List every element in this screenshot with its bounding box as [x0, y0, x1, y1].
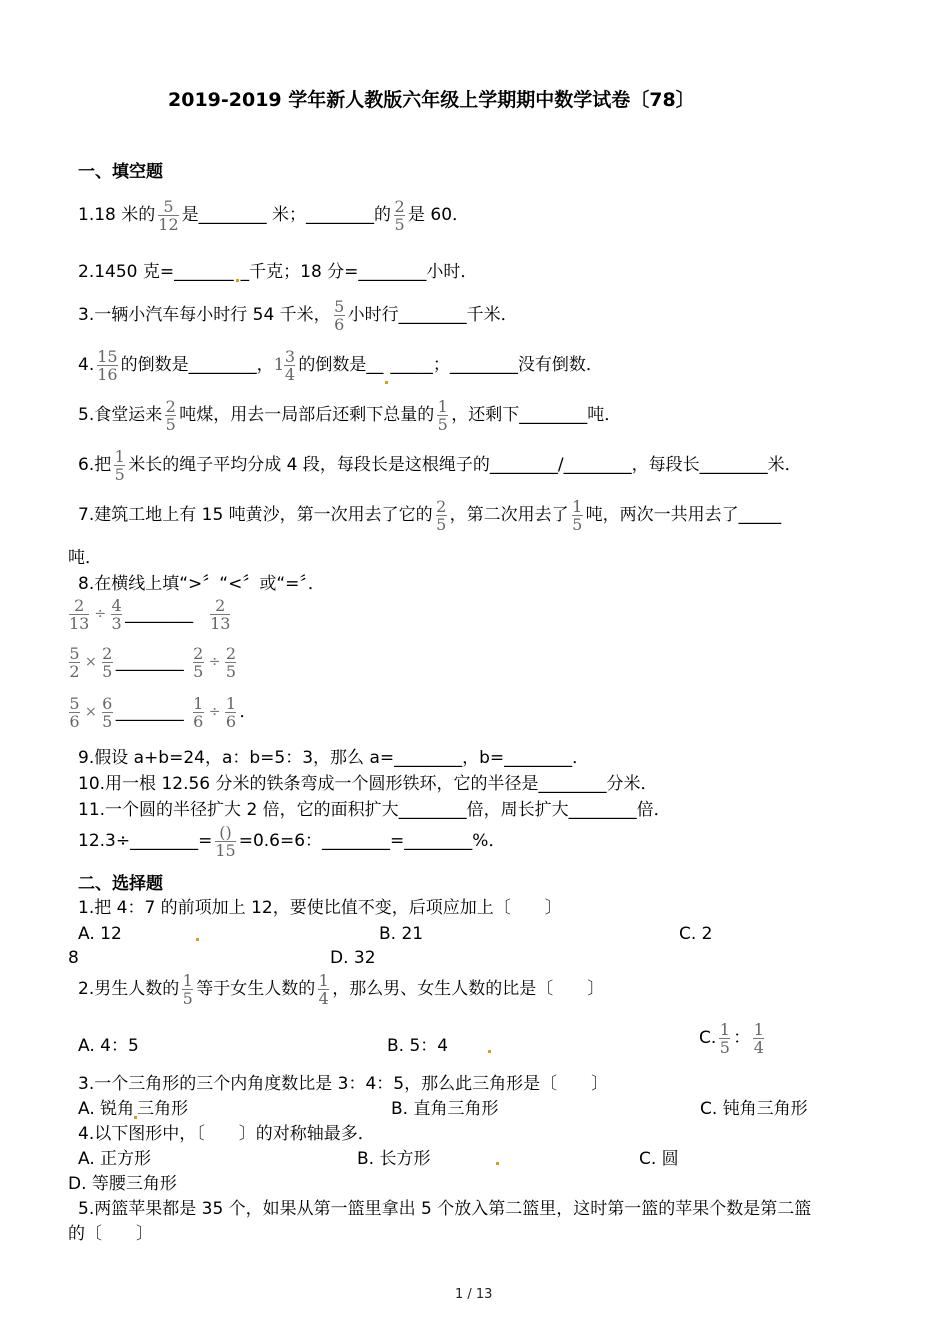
section-heading-fill: 一、填空题 [78, 162, 163, 182]
choice-4-option-a: A. 正方形 [78, 1149, 152, 1169]
divide-sign: ÷ [208, 654, 221, 670]
fill-question-5: 5.食堂运来 $\frac{2}{5}$ 吨煤，用去一局部后还剩下总量的 $\frac{1}{5}$ ，还剩下________吨． [78, 396, 622, 434]
fraction: $\frac{2}{13}$ [69, 595, 90, 633]
fraction: $\frac{15}{16}$ [97, 346, 118, 384]
fraction: $\frac{1}{5}$ [719, 1019, 730, 1057]
fraction: $\frac{2}{5}$ [165, 396, 176, 434]
section-heading-choice: 二、选择题 [78, 874, 163, 894]
fraction: $\frac{()}{15}$ [215, 822, 236, 860]
fraction: $\frac{2}{5}$ [394, 196, 405, 234]
choice-2-option-a: A. 4：5 [78, 1036, 139, 1056]
choice-3-option-a: A. 锐角 三角形 [78, 1099, 189, 1119]
compare-row-2 [66, 644, 239, 680]
choice-2-option-c: C. $\frac{1}{5}$ ： $\frac{1}{4}$ [699, 1019, 764, 1057]
mark-dot [236, 279, 239, 282]
fill-question-10: 10.用一根 12.56 分米的铁条弯成一个圆形铁环，它的半径是________分米． [78, 774, 658, 794]
fill-question-2: 2.1450 克=_______ _千克；18 分=________小时． [78, 262, 478, 282]
fraction: $\frac{5}{6}$ [334, 296, 345, 334]
choice-1-option-c: C. 2 [679, 924, 713, 944]
mark-dot [488, 1050, 491, 1053]
choice-3-option-b: B. 直角三角形 [391, 1099, 499, 1119]
page-title: 2019-2019 学年新人教版六年级上学期期中数学试卷〔78〕 [168, 89, 695, 111]
divide-sign: ÷ [94, 606, 107, 622]
choice-question-3: 3.一个三角形的三个内角度数比是 3：4：5，那么此三角形是〔 〕 [78, 1074, 609, 1094]
fraction: $\frac{1}{6}$ [193, 693, 204, 731]
fraction: $\frac{4}{3}$ [111, 595, 122, 633]
choice-2-option-b: B. 5：4 [387, 1036, 449, 1056]
fill-question-4: 4. $\frac{15}{16}$ 的倒数是________，1 $\frac{3}{4}$ 的倒数是__ _____；________没有倒数． [78, 346, 603, 384]
choice-question-1: 1.把 4：7 的前项加上 12，要使比值不变，后项应加上〔 〕 [78, 898, 562, 918]
choice-question-5: 5.两篮苹果都是 35 个，如果从第一篮里拿出 5 个放入第二篮里，这时第一篮的苹果个数是第二篮 [78, 1199, 812, 1219]
answer-blank: ________ [115, 702, 184, 722]
fill-question-11: 11.一个圆的半径扩大 2 倍，它的面积扩大________倍，周长扩大________倍． [78, 800, 671, 820]
choice-4-option-d: D. 等腰三角形 [68, 1174, 177, 1194]
choice-question-5-continued: 的〔 〕 [68, 1224, 153, 1244]
answer-blank: ________ [125, 604, 194, 624]
mark-dot [385, 381, 388, 384]
fraction: $\frac{5}{6}$ [69, 693, 80, 731]
choice-question-2: 2.男生人数的 $\frac{1}{5}$ 等于女生人数的 $\frac{1}{4}$ ，那么男、女生人数的比是〔 〕 [78, 970, 605, 1008]
choice-4-option-b: B. 长方形 [357, 1149, 431, 1169]
multiply-sign: × [85, 704, 97, 720]
fraction: $\frac{2}{5}$ [225, 643, 237, 681]
fill-question-6: 6.把 $\frac{1}{5}$ 米长的绳子平均分成 4 段，每段长是这根绳子的________/________，每段长________米． [78, 446, 802, 484]
page-number: 1 / 13 [455, 1287, 493, 1302]
fraction: $\frac{1}{5}$ [437, 396, 448, 434]
fill-question-9: 9.假设 a+b=24，a：b=5：3，那么 a=________，b=________． [78, 748, 590, 768]
fraction: $\frac{3}{4}$ [284, 346, 296, 384]
compare-row-1 [66, 596, 233, 632]
fraction: $\frac{1}{4}$ [753, 1019, 764, 1057]
fraction: $\frac{2}{5}$ [102, 643, 113, 681]
choice-1-option-c-continued: 8 [68, 948, 79, 968]
fill-question-8: 8.在横线上填“>〞“<〞或“=〞． [78, 574, 325, 594]
fraction: $\frac{1}{5}$ [572, 496, 583, 534]
mark-dot [196, 938, 199, 941]
compare-row-3: $\frac{5}{6}$ × $\frac{6}{5}$ ________ $\frac{1}{6}$ ÷ $\frac{1}{6}$ ． [69, 693, 257, 731]
fraction: $\frac{1}{6}$ [225, 693, 237, 731]
fraction: $\frac{1}{5}$ [114, 446, 125, 484]
choice-1-option-b: B. 21 [379, 924, 424, 944]
multiply-sign: × [85, 654, 97, 670]
fraction: $\frac{5}{12}$ [158, 196, 179, 234]
fraction: $\frac{2}{5}$ [436, 496, 447, 534]
fraction: $\frac{6}{5}$ [102, 693, 113, 731]
fraction: $\frac{2}{5}$ [193, 643, 204, 681]
fraction: $\frac{1}{4}$ [318, 970, 329, 1008]
fill-question-1: 1.18 米的 $\frac{5}{12}$ 是________ 米；________的 $\frac{2}{5}$ 是 60． [78, 196, 470, 234]
choice-question-4: 4.以下图形中，〔 〕的对称轴最多． [78, 1124, 375, 1144]
answer-blank: ________ [115, 652, 184, 672]
fraction: $\frac{1}{5}$ [182, 970, 193, 1008]
fraction: $\frac{2}{13}$ [210, 595, 231, 633]
fill-question-12: 12.3÷________= $\frac{()}{15}$ =0.6=6：________=________%． [78, 822, 506, 860]
mixed-number-whole: 1 [273, 355, 285, 375]
divide-sign: ÷ [208, 704, 221, 720]
fill-question-3: 3.一辆小汽车每小时行 54 千米， $\frac{5}{6}$ 小时行________千米． [78, 296, 518, 334]
fill-question-7: 7.建筑工地上有 15 吨黄沙，第一次用去了它的 $\frac{2}{5}$ ，第二次用去了 $\frac{1}{5}$ 吨，两次一共用去了_____ [78, 496, 782, 534]
mark-dot [496, 1162, 499, 1165]
fill-question-7-continued: 吨． [68, 548, 102, 568]
choice-4-option-c: C. 圆 [639, 1149, 679, 1169]
choice-1-option-a: A. 12 [78, 924, 122, 944]
choice-1-option-d: D. 32 [330, 948, 376, 968]
fraction: $\frac{5}{2}$ [69, 643, 80, 681]
choice-3-option-c: C. 钝角三角形 [700, 1099, 808, 1119]
